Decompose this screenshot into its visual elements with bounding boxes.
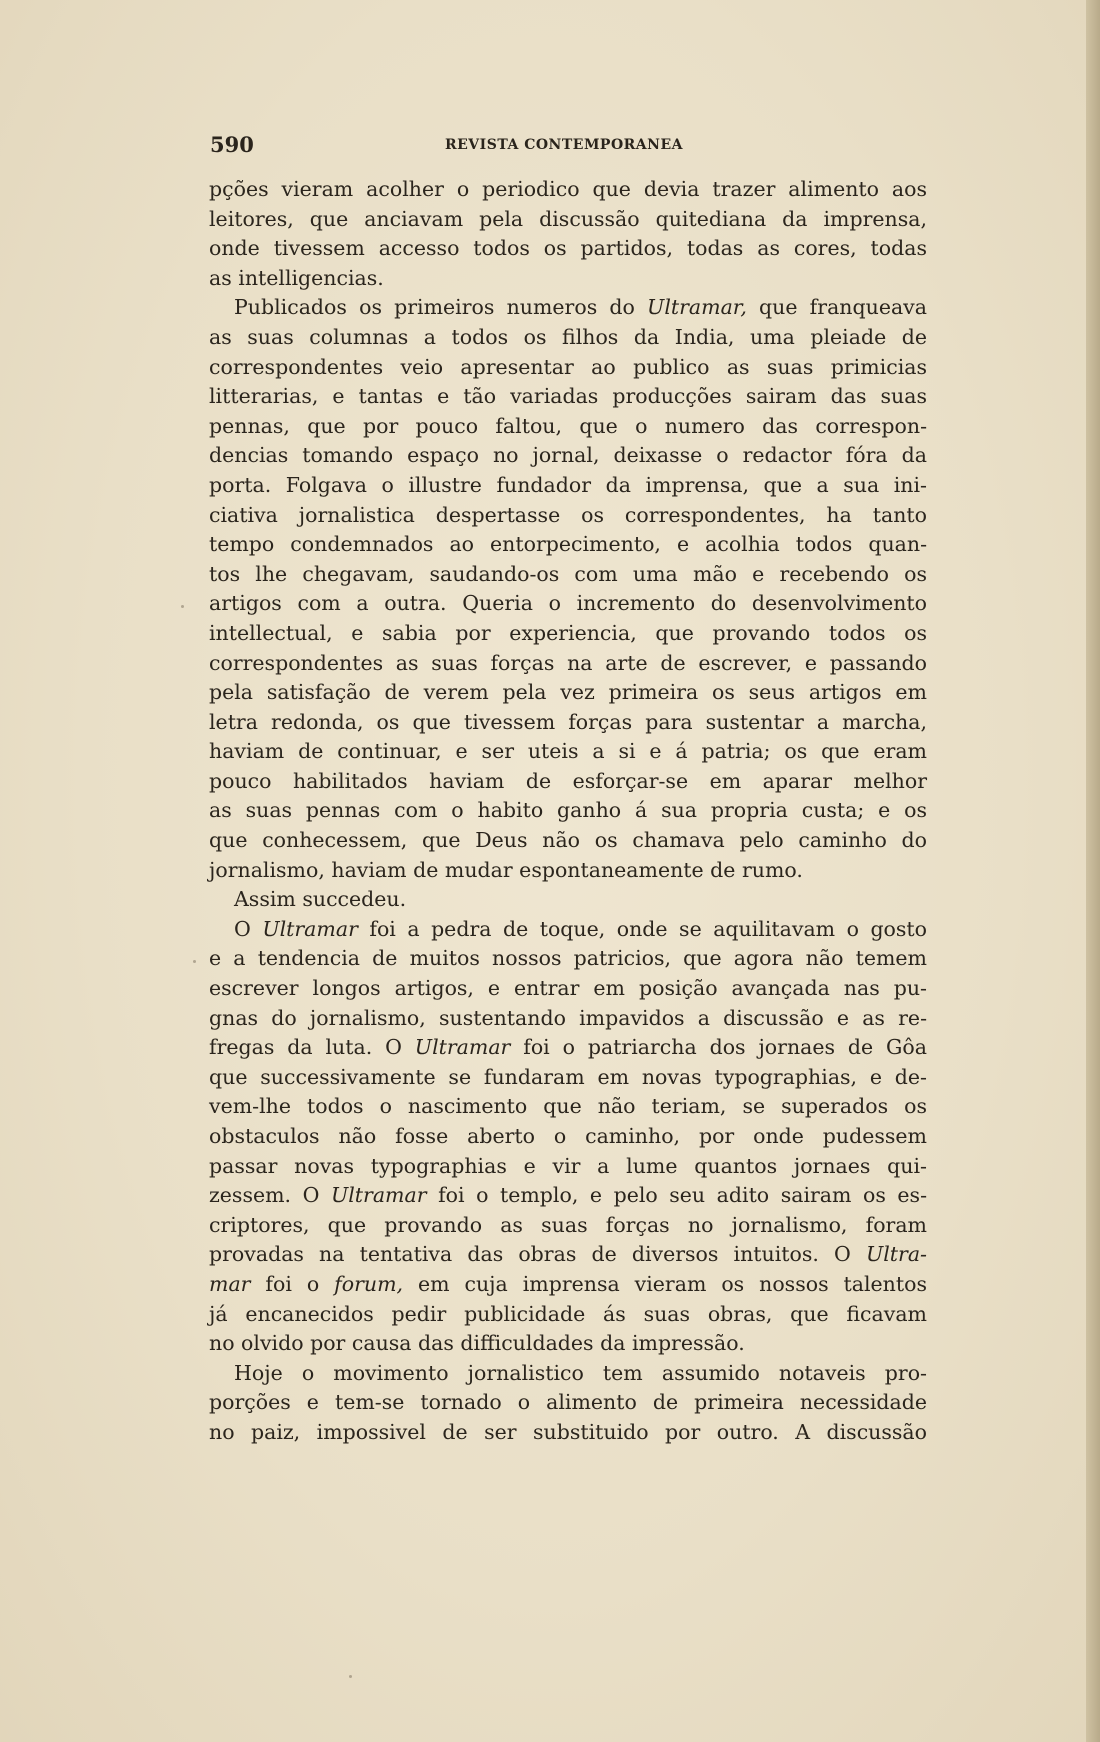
paper-speck [181, 605, 184, 608]
text-line: O Ultramar foi a pedra de toque, onde se aquilitavam o gosto [234, 916, 928, 941]
text-line: e a tendencia de muitos nossos patricios, que agora não temem [209, 946, 927, 971]
text-line: pennas, que por pouco faltou, que o numero das correspon- [209, 413, 927, 438]
text-line: que successivamente se fundaram em novas typographias, e de- [209, 1064, 927, 1089]
text-line: no paiz, impossivel de ser substituido por outro. A discussão [209, 1419, 927, 1444]
text-line: no olvido por causa das difficuldades da impressão. [209, 1331, 745, 1356]
paper-speck [349, 1675, 352, 1678]
text-line: fregas da luta. O Ultramar foi o patriarcha dos jornaes de Gôa [209, 1035, 927, 1060]
text-line: zessem. O Ultramar foi o templo, e pelo seu adito sairam os es- [209, 1183, 927, 1208]
text-line: pela satisfação de verem pela vez primeira os seus artigos em [209, 680, 927, 705]
text-line: haviam de continuar, e ser uteis a si e á patria; os que eram [209, 739, 927, 764]
text-line: passar novas typographias e vir a lume quantos jornaes qui- [209, 1153, 927, 1178]
text-line: provadas na tentativa das obras de diversos intuitos. O Ultra- [209, 1242, 927, 1267]
page-header [210, 132, 926, 158]
text-line: mar foi o forum, em cuja imprensa vieram os nossos talentos [209, 1271, 927, 1296]
body-text [209, 175, 927, 1448]
text-line: correspondentes veio apresentar ao publico as suas primicias [209, 354, 927, 379]
text-line: artigos com a outra. Queria o incremento do desenvolvimento [209, 591, 927, 616]
text-line: tos lhe chegavam, saudando-os com uma mão e recebendo os [209, 561, 927, 586]
text-line: correspondentes as suas forças na arte de escrever, e passando [209, 650, 927, 675]
text-line: litterarias, e tantas e tão variadas producções sairam das suas [209, 384, 927, 409]
paper-speck [193, 960, 196, 963]
text-line: as intelligencias. [209, 265, 384, 290]
text-line: ciativa jornalistica despertasse os correspondentes, ha tanto [209, 502, 927, 527]
text-line: já encanecidos pedir publicidade ás suas obras, que ficavam [209, 1301, 927, 1326]
text-line: pouco habilitados haviam de esforçar-se em aparar melhor [209, 768, 927, 793]
text-line: obstaculos não fosse aberto o caminho, por onde pudessem [209, 1124, 927, 1148]
page-edge [1086, 0, 1100, 1742]
text-line: letra redonda, os que tivessem forças para sustentar a marcha, [209, 709, 927, 734]
text-line: tempo condemnados ao entorpecimento, e acolhia todos quan- [209, 532, 927, 557]
text-line: pções vieram acolher o periodico que devia trazer alimento aos [209, 177, 927, 201]
text-line: as suas columnas a todos os filhos da India, uma pleiade de [209, 324, 927, 349]
text-line: Assim succedeu. [234, 887, 407, 912]
text-line: criptores, que provando as suas forças no jornalismo, foram [209, 1212, 927, 1237]
text-line: porções e tem-se tornado o alimento de primeira necessidade [209, 1390, 927, 1415]
text-line: as suas pennas com o habito ganho á sua propria custa; e os [209, 798, 927, 823]
text-line: dencias tomando espaço no jornal, deixasse o redactor fóra da [209, 443, 927, 468]
text-line: Publicados os primeiros numeros do Ultramar, que franqueava [234, 295, 927, 320]
text-line: intellectual, e sabia por experiencia, que provando todos os [209, 620, 927, 645]
text-line: que conhecessem, que Deus não os chamava pelo caminho do [209, 828, 927, 853]
text-line: Hoje o movimento jornalistico tem assumido notaveis pro- [234, 1360, 927, 1385]
text-line: leitores, que anciavam pela discussão quitediana da imprensa, [209, 206, 927, 231]
text-line: jornalismo, haviam de mudar espontaneamente de rumo. [209, 857, 803, 882]
text-line: onde tivessem accesso todos os partidos, todas as cores, todas [209, 236, 927, 261]
text-line: gnas do jornalismo, sustentando impavidos a discussão e as re- [209, 1005, 927, 1030]
page-number: 590 [210, 132, 254, 157]
text-line: vem-lhe todos o nascimento que não teriam, se superados os [209, 1094, 927, 1119]
text-line: escrever longos artigos, e entrar em posição avançada nas pu- [209, 976, 927, 1001]
running-head: REVISTA CONTEMPORANEA [445, 137, 683, 153]
text-line: porta. Folgava o illustre fundador da imprensa, que a sua ini- [209, 472, 927, 497]
